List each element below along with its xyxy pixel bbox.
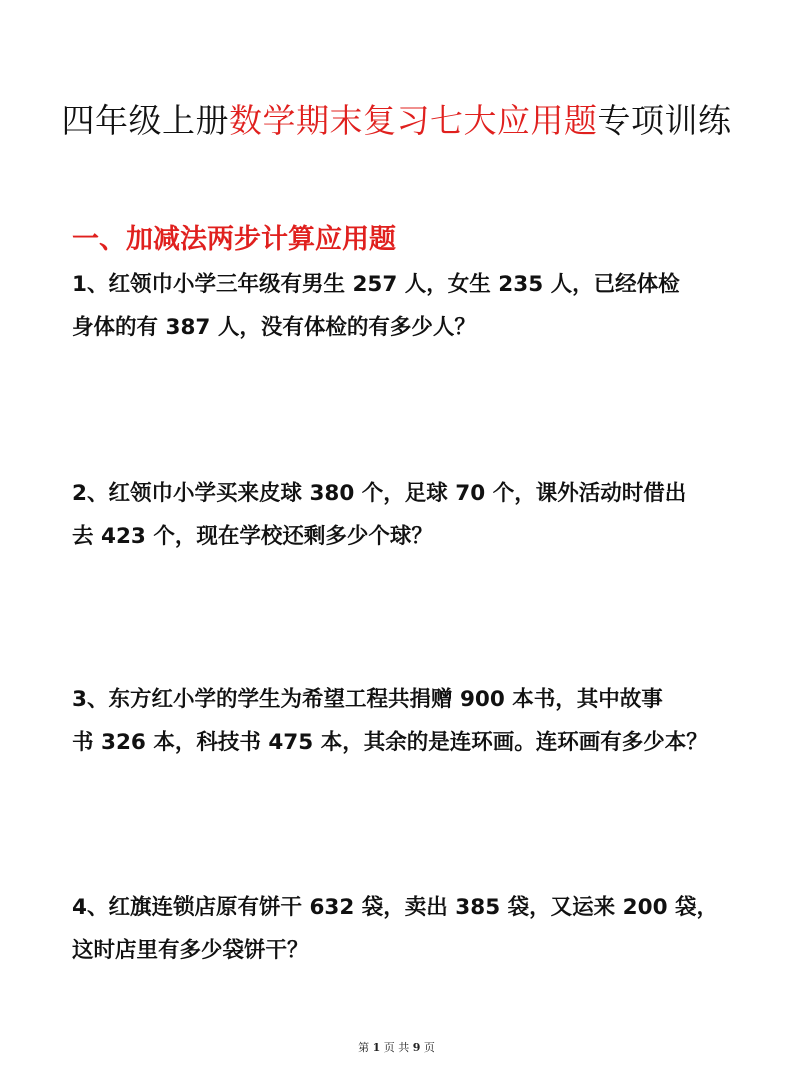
question-line: 1、红领巾小学三年级有男生 257 人，女生 235 人，已经体检 [72, 272, 680, 297]
footer-suffix: 页 [423, 1041, 435, 1054]
footer-total-pages: 9 [412, 1041, 421, 1054]
question-line: 书 326 本，科技书 475 本，其余的是连环画。连环画有多少本？ [72, 730, 708, 755]
page-title [0, 96, 793, 146]
page-footer [0, 1040, 793, 1056]
section-heading: 一、加减法两步计算应用题 [72, 224, 396, 255]
footer-prefix: 第 [358, 1041, 370, 1054]
question-line: 3、东方红小学的学生为希望工程共捐赠 900 本书，其中故事 [72, 687, 663, 712]
question-line: 去 423 个，现在学校还剩多少个球？ [72, 524, 433, 549]
footer-middle: 页 共 [383, 1041, 410, 1054]
question-line: 身体的有 387 人，没有体检的有多少人？ [72, 315, 476, 340]
footer-current-page: 1 [372, 1041, 381, 1054]
title-prefix: 四年级上册 [61, 101, 229, 140]
title-highlight: 数学期末复习七大应用题 [229, 101, 598, 140]
question-3 [72, 678, 732, 764]
question-line: 4、红旗连锁店原有饼干 632 袋，卖出 385 袋，又运来 200 袋， [72, 895, 719, 920]
question-line: 这时店里有多少袋饼干？ [72, 938, 309, 963]
question-4 [72, 886, 732, 972]
title-suffix: 专项训练 [597, 101, 732, 140]
question-1 [72, 263, 732, 349]
question-2 [72, 472, 732, 558]
question-line: 2、红领巾小学买来皮球 380 个，足球 70 个，课外活动时借出 [72, 481, 687, 506]
